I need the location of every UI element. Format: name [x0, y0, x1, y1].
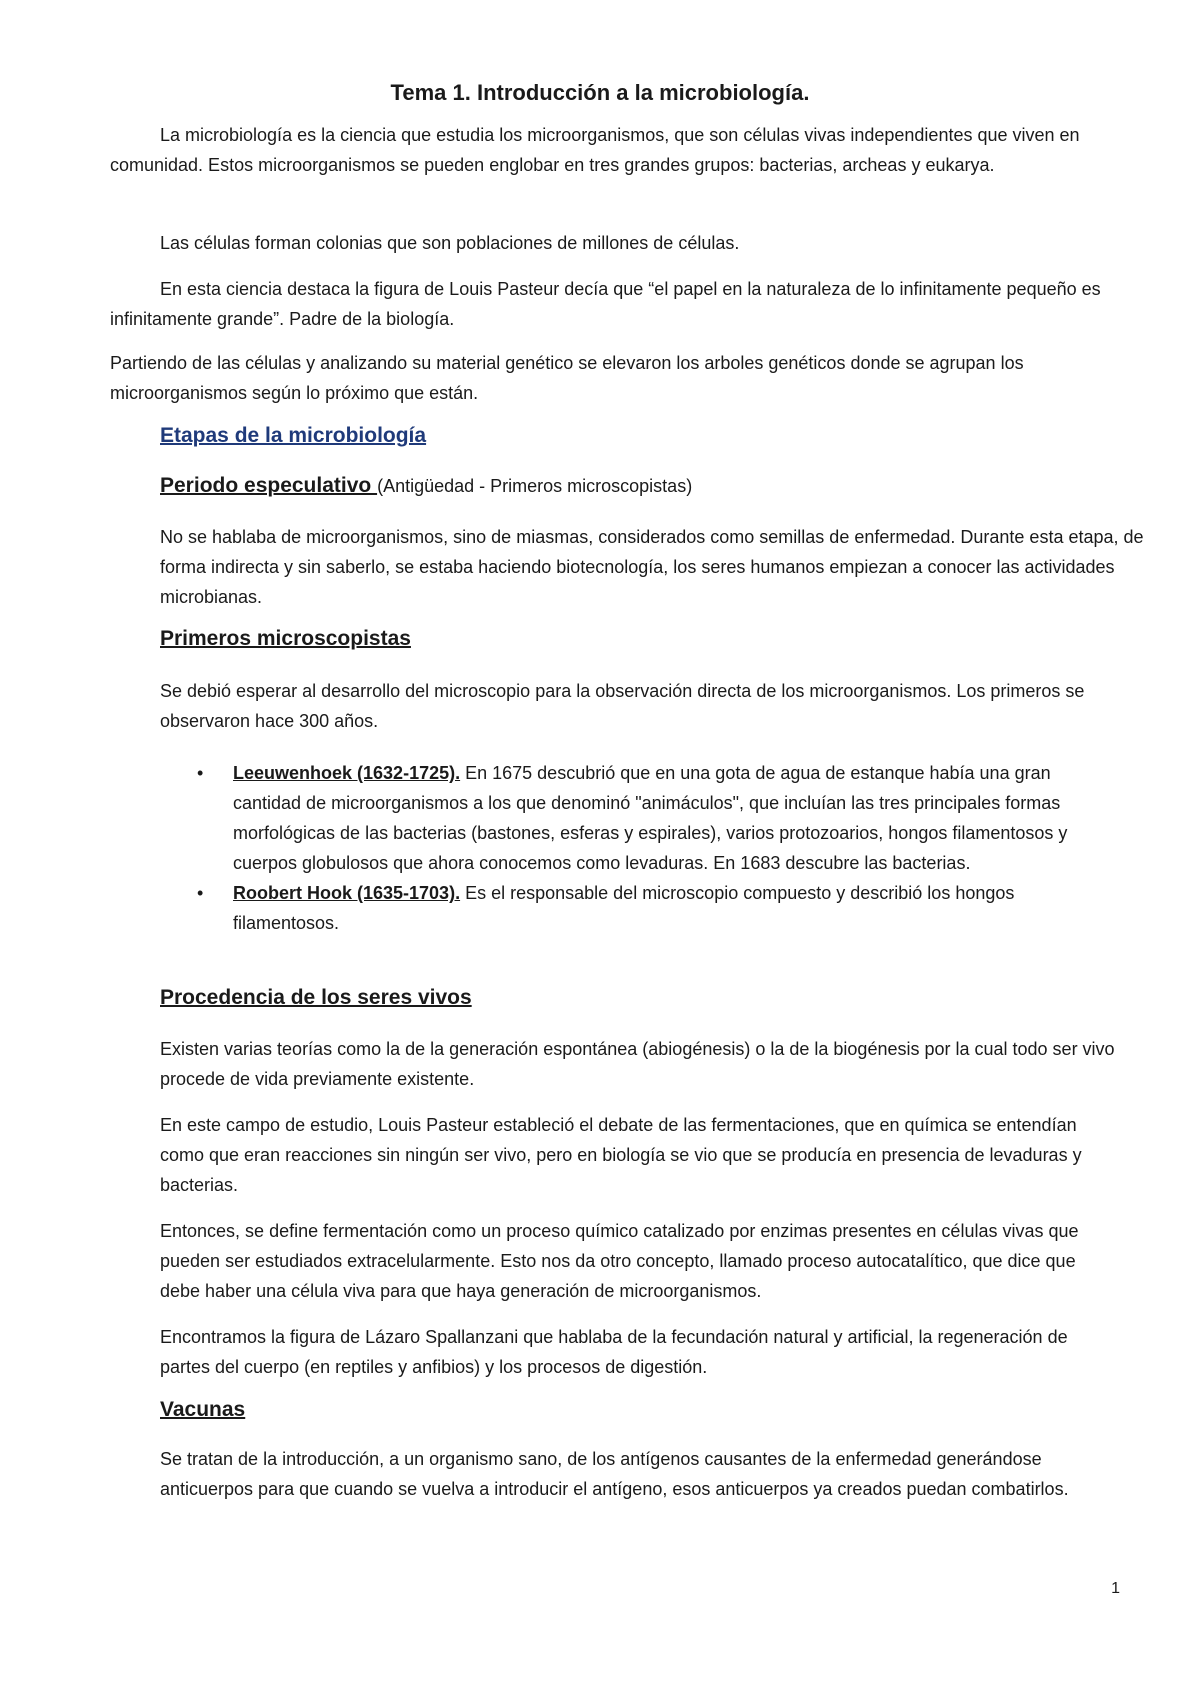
intro-paragraph-4: Partiendo de las células y analizando su material genético se elevaron los arboles genéticos donde se agrupan los microorganismos según lo próximo que están. — [110, 353, 1024, 403]
intro-paragraph-2: Las células forman colonias que son poblaciones de millones de células. — [160, 233, 740, 253]
list-item-hook — [197, 878, 1103, 938]
procedencia-paragraph-3: Entonces, se define fermentación como un proceso químico catalizado por enzimas presentes en células vivas que pueden ser estudiados extracelularmente. Esto nos da otro concepto, llamado proceso autocatalítico, que dice que debe haber una célula viva para que haya generación de microorganismos. — [160, 1221, 1079, 1301]
list-item-text: En 1675 descubrió que en una gota de agua de estanque había una gran cantidad de microorganismos a los que denominó "animáculos", que incluían las tres principales formas morfológicas de las bacterias (bastones, esferas y espirales), varios protozoarios, hongos filamentosos y cuerpos globulosos que ahora conocemos como levaduras. En 1683 descubre las bacterias. — [233, 763, 1068, 873]
periodo-heading-row — [160, 474, 692, 498]
periodo-subheading: (Antigüedad - Primeros microscopistas) — [377, 476, 693, 496]
procedencia-paragraph-1: Existen varias teorías como la de la generación espontánea (abiogénesis) o la de la biogénesis por la cual todo ser vivo procede de vida previamente existente. — [160, 1039, 1115, 1089]
list-item-leeuwenhoek — [197, 758, 1103, 878]
page-number: 1 — [1111, 1580, 1120, 1597]
list-item-text: Es el responsable del microscopio compuesto y describió los hongos filamentosos. — [233, 883, 1015, 933]
periodo-heading: Periodo especulativo — [160, 474, 378, 497]
microscopistas-paragraph: Se debió esperar al desarrollo del microscopio para la observación directa de los microorganismos. Los primeros se observaron hace 300 años. — [160, 681, 1085, 731]
document-title: Tema 1. Introducción a la microbiología. — [390, 80, 810, 105]
periodo-paragraph: No se hablaba de microorganismos, sino de miasmas, considerados como semillas de enfermedad. Durante esta etapa, de forma indirecta y sin saberlo, se estaba haciendo biotecnología, los seres humanos empiezan a conocer las actividades microbianas. — [160, 527, 1144, 607]
procedencia-paragraph-4: Encontramos la figura de Lázaro Spallanzani que hablaba de la fecundación natural y artificial, la regeneración de partes del cuerpo (en reptiles y anfibios) y los procesos de digestión. — [160, 1327, 1068, 1377]
procedencia-heading: Procedencia de los seres vivos — [160, 986, 472, 1009]
list-item-name: Roobert Hook (1635-1703). — [233, 883, 461, 903]
procedencia-paragraph-2: En este campo de estudio, Louis Pasteur estableció el debate de las fermentaciones, que en química se entendían como que eran reacciones sin ningún ser vivo, pero en biología se vio que se producía en presencia de levaduras y bacterias. — [160, 1115, 1082, 1195]
bullet-icon: • — [197, 763, 204, 783]
microscopistas-heading: Primeros microscopistas — [160, 627, 411, 650]
intro-paragraph-1: La microbiología es la ciencia que estudia los microorganismos, que son células vivas independientes que viven en comunidad. Estos microorganismos se pueden englobar en tres grandes grupos: bacterias, archeas y eukarya. — [110, 125, 1080, 175]
vacunas-paragraph: Se tratan de la introducción, a un organismo sano, de los antígenos causantes de la enfermedad generándose anticuerpos para que cuando se vuelva a introducir el antígeno, esos anticuerpos ya creados puedan combatirlos. — [160, 1449, 1069, 1499]
intro-paragraph-3: En esta ciencia destaca la figura de Louis Pasteur decía que “el papel en la naturaleza de lo infinitamente pequeño es infinitamente grande”. Padre de la biología. — [110, 279, 1101, 329]
bullet-icon: • — [197, 883, 204, 903]
microscopistas-list — [197, 758, 1103, 938]
etapas-heading: Etapas de la microbiología — [160, 424, 427, 447]
vacunas-heading: Vacunas — [160, 1398, 246, 1421]
list-item-name: Leeuwenhoek (1632-1725). — [233, 763, 461, 783]
